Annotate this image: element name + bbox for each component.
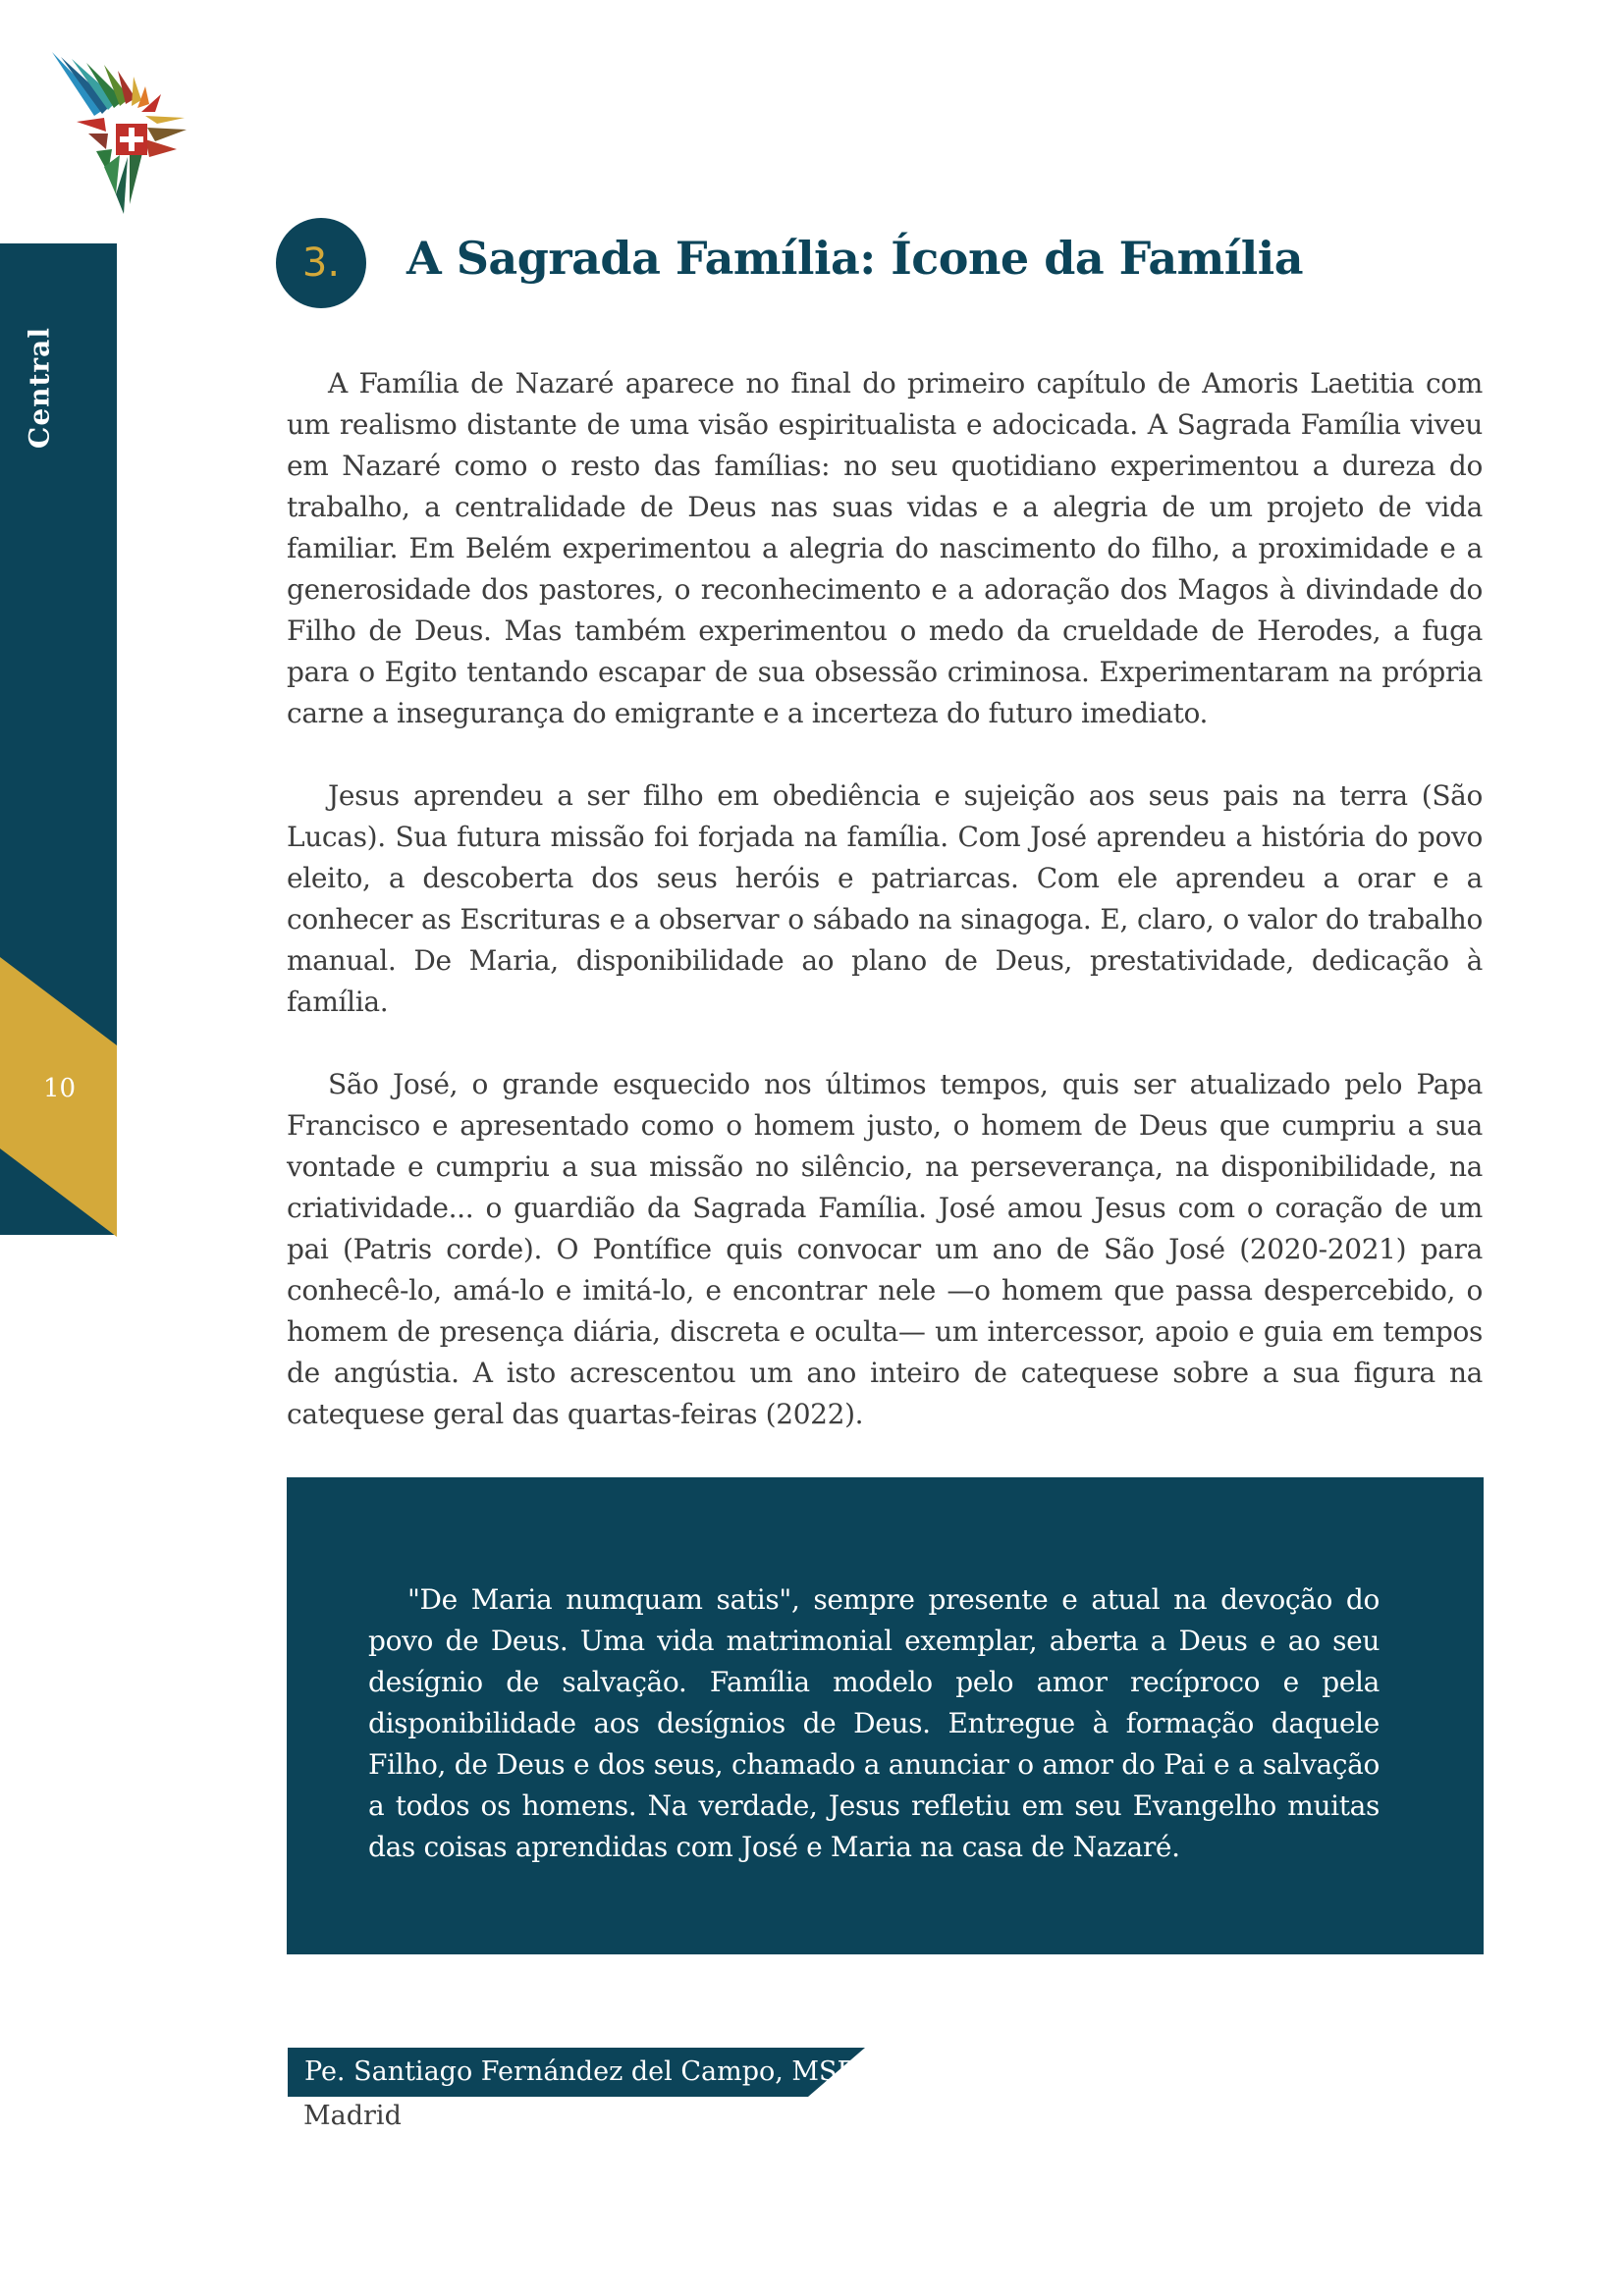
page-number: 10 bbox=[43, 1074, 77, 1103]
author-city: Madrid bbox=[303, 2101, 402, 2131]
latin-america-map-cross-logo bbox=[47, 47, 194, 219]
quote-box bbox=[287, 1477, 1484, 1954]
section-title: A Sagrada Família: Ícone da Família bbox=[406, 232, 1304, 285]
body-paragraph: A Família de Nazaré aparece no final do primeiro capítulo de Amoris Laetitia com um realismo distante de uma visão espiritualista e adocicada. A Sagrada Família viveu em Nazaré como o resto das famílias: no seu quotidiano experimentou a dureza do trabalho, a centralidade de Deus nas suas vidas e a alegria de um projeto de vida familiar. Em Belém experimentou a alegria do nascimento do filho, a proximidade e a generosidade dos pastores, o reconhecimento e a adoração dos Magos à divindade do Filho de Deus. Mas também experimentou o medo da crueldade de Herodes, a fuga para o Egito tentando escapar de sua obsessão criminosa. Experimentaram na própria carne a insegurança do emigrante e a incerteza do futuro imediato. bbox=[287, 367, 1483, 729]
author-bar bbox=[288, 2048, 867, 2097]
section-number-badge: 3. bbox=[276, 218, 366, 308]
author-name: Pe. Santiago Fernández del Campo, MSF bbox=[304, 2056, 856, 2087]
body-paragraph: São José, o grande esquecido nos últimos tempos, quis ser atualizado pelo Papa Francisco e apresentado como o homem justo, o homem de Deus que cumpriu a sua vontade e cumpriu a sua missão no silêncio, na perseverança, na disponibilidade, na criatividade... o guardião da Sagrada Família. José amou Jesus com o coração de um pai (Patris corde). O Pontífice quis convocar um ano de São José (2020-2021) para conhecê-lo, amá-lo e imitá-lo, e encontrar nele —o homem que passa despercebido, o homem de presença diária, discreta e oculta— um intercessor, apoio e guia em tempos de angústia. A isto acrescentou um ano inteiro de catequese sobre a sua figura na catequese geral das quartas-feiras (2022). bbox=[287, 1068, 1483, 1430]
body-paragraph: Jesus aprendeu a ser filho em obediência e sujeição aos seus pais na terra (São Lucas). Sua futura missão foi forjada na família. Com José aprendeu a história do povo eleito, a descoberta dos seus heróis e patriarcas. Com ele aprendeu a orar e a conhecer as Escrituras e a observar o sábado na sinagoga. E, claro, o valor do trabalho manual. De Maria, disponibilidade ao plano de Deus, prestatividade, dedicação à família. bbox=[287, 779, 1483, 1018]
quote-text: "De Maria numquam satis", sempre presente e atual na devoção do povo de Deus. Uma vida matrimonial exemplar, aberta a Deus e ao seu desígnio de salvação. Família modelo pelo amor recíproco e pela disponibilidade aos desígnios de Deus. Entregue à formação daquele Filho, de Deus e dos seus, chamado a anunciar o amor do Pai e a salvação a todos os homens. Na verdade, Jesus refletiu em seu Evangelho muitas das coisas aprendidas com José e Maria na casa de Nazaré. bbox=[368, 1583, 1380, 1863]
article-body bbox=[287, 363, 1483, 1476]
side-section-label: Central bbox=[23, 327, 56, 449]
